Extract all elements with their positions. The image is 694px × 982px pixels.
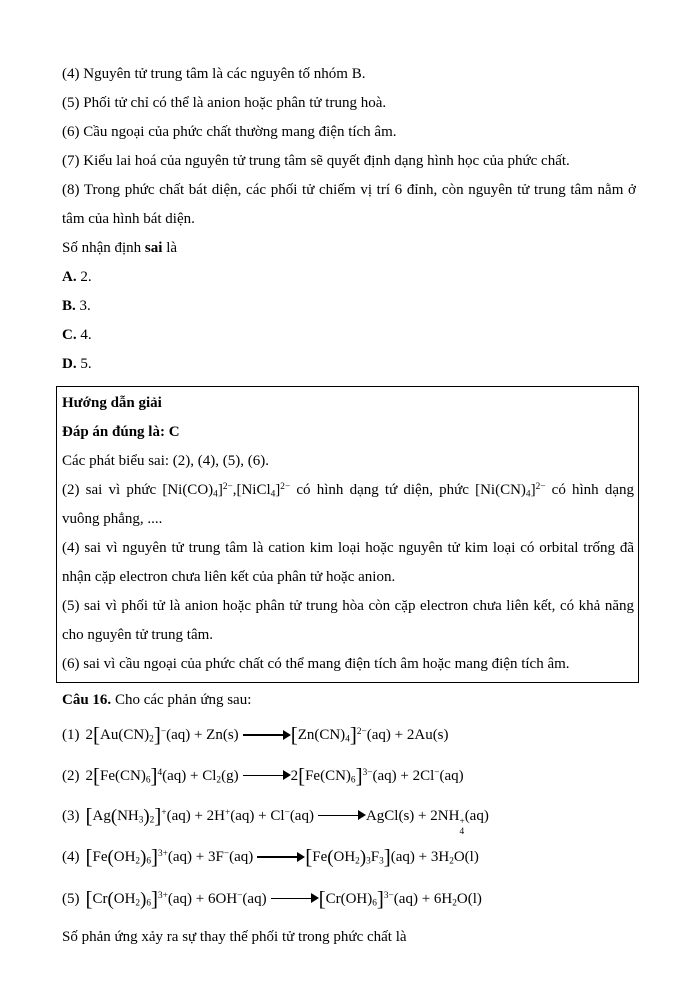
reaction-arrow xyxy=(318,815,364,817)
reaction-formula: $2[Fe(CN)_6]^4(aq) + Cl_2(g) 2[Fe(CN)_6]^{3-}(aq) + 2Cl^-(aq)$ xyxy=(85,763,464,788)
question16-footer: Số phản ứng xảy ra sự thay thế phối tử trong phức chất là xyxy=(62,929,407,946)
question16-intro: Cho các phản ứng sau: xyxy=(111,692,252,708)
reaction-formula: $[Ag(NH_3)_2]^+(aq) + 2H^+(aq) + Cl^-(aq)$ AgCl(s) + 2NH + 4 (aq) xyxy=(85,803,489,837)
solution-line: (5) sai vì phối tử là anion hoặc phân tử trung hòa còn cặp electron chưa liên kết, có khả năng cho nguyên tử trung tâm. xyxy=(62,598,634,643)
reaction-label: (2) xyxy=(62,767,80,784)
solution-line: (2) sai vì phức $[Ni(CO)_4]^{2-},[NiCl_4]^{2-}$ có hình dạng tứ diện, phức $[Ni(CN)_4]^{2-}$ có hình dạng vuông phẳng, .... xyxy=(62,481,635,527)
question16-label: Câu 16. xyxy=(62,692,112,708)
reaction-line-5 xyxy=(62,878,636,919)
question-suffix: là xyxy=(162,240,178,256)
reaction-label: (5) xyxy=(62,890,80,907)
option-text: 4. xyxy=(80,327,92,343)
answer-option-b xyxy=(62,292,636,321)
reaction-arrow xyxy=(243,734,289,736)
reaction-line-1 xyxy=(62,715,636,755)
option-letter: A. xyxy=(62,269,77,285)
option-text: 2. xyxy=(80,269,92,285)
reaction-line-3 xyxy=(62,796,636,838)
reaction-label: (4) xyxy=(62,849,80,866)
answer-option-a xyxy=(62,263,636,292)
statement-line: (8) Trong phức chất bát diện, các phối tử chiếm vị trí 6 đỉnh, còn nguyên tử trung tâm nằm ở tâm của hình bát diện. xyxy=(62,182,636,227)
solution-title: Hướng dẫn giải xyxy=(62,395,162,411)
reaction-formula: $[Fe(OH_2)_6]^{3+}(aq) + 3F^-(aq) [Fe(OH_2)_3F_3](aq) + 3H_2O(l)$ xyxy=(85,845,479,870)
question-prefix: Số nhận định xyxy=(62,240,145,256)
answer-option-c xyxy=(62,321,636,350)
reaction-label: (3) xyxy=(62,807,80,824)
statement-line: (4) Nguyên tử trung tâm là các nguyên tố nhóm B. xyxy=(62,66,366,82)
option-letter: B. xyxy=(62,298,76,314)
reaction-label: (1) xyxy=(62,727,80,744)
question-prompt xyxy=(62,234,636,263)
solution-line: (6) sai vì cầu ngoại của phức chất có thể mang điện tích âm hoặc mang điện tích âm. xyxy=(62,656,570,672)
reaction-arrow xyxy=(243,775,289,777)
reaction-formula: $2[Au(CN)_2]^-(aq) + Zn(s) [Zn(CN)_4]^{2-}(aq) + 2Au(s)$ xyxy=(85,723,449,747)
statement-line: (6) Cầu ngoại của phức chất thường mang điện tích âm. xyxy=(62,124,397,140)
option-text: 3. xyxy=(79,298,91,314)
option-letter: D. xyxy=(62,356,77,372)
solution-answer: Đáp án đúng là: C xyxy=(62,424,180,440)
reaction-line-2 xyxy=(62,755,636,795)
option-letter: C. xyxy=(62,327,77,343)
solution-line: Các phát biểu sai: (2), (4), (5), (6). xyxy=(62,453,270,469)
question16-heading xyxy=(62,686,636,715)
reaction-arrow xyxy=(257,856,303,858)
question-bold-word: sai xyxy=(144,240,163,256)
statement-line: (5) Phối tử chỉ có thể là anion hoặc phân tử trung hoà. xyxy=(62,95,387,111)
solution-line: (4) sai vì nguyên tử trung tâm là cation kim loại hoặc nguyên tử kim loại có orbital trống đã nhận cặp electron chưa liên kết của phân tử hoặc anion. xyxy=(62,540,634,585)
statement-line: (7) Kiểu lai hoá của nguyên tử trung tâm sẽ quyết định dạng hình học của phức chất. xyxy=(62,153,570,169)
reaction-formula: $[Cr(OH_2)_6]^{3+}(aq) + 6OH^-(aq) [Cr(OH)_6]^{3-}(aq) + 6H_2O(l)$ xyxy=(85,886,482,911)
solution-box xyxy=(56,386,639,683)
answer-option-d xyxy=(62,350,636,379)
option-text: 5. xyxy=(80,356,92,372)
reaction-line-4 xyxy=(62,837,636,878)
reaction-arrow xyxy=(271,898,317,900)
